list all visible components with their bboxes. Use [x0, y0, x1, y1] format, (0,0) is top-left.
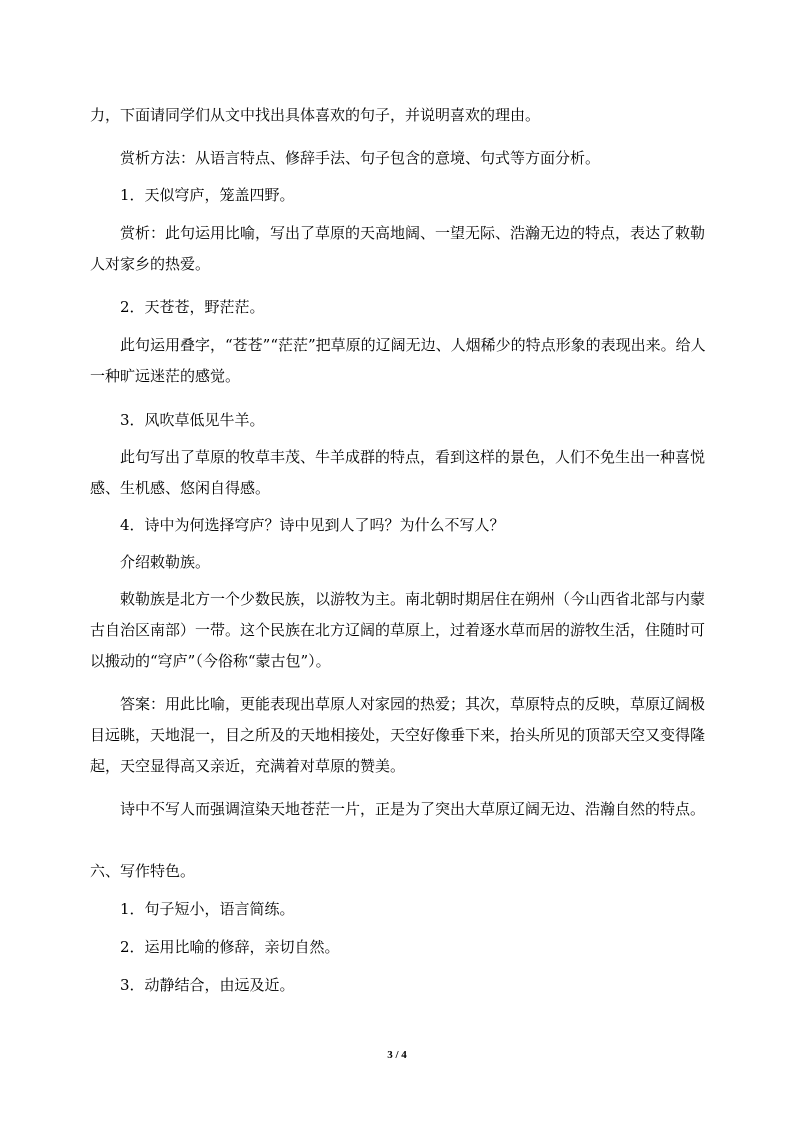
list-item-sentence-1: 1．天似穹庐，笼盖四野。 — [120, 186, 295, 204]
list-item-feature-3: 3．动静结合，由远及近。 — [120, 976, 295, 994]
page-number: 3 / 4 — [387, 1049, 407, 1061]
paragraph-chile-description: 敕勒族是北方一个少数民族，以游牧为主。南北朝时期居住在朔州（今山西省北部与内蒙古自治区南部）一带。这个民族在北方辽阔的草原上，过着逐水草而居的游牧生活，住随时可以搬动的“穹庐”（今俗称“蒙古包”）。 — [90, 590, 706, 670]
paragraph-analysis-2: 此句运用叠字，“苍苍”“茫茫”把草原的辽阔无边、人烟稀少的特点形象的表现出来。给人一种旷远迷茫的感觉。 — [90, 336, 706, 385]
list-item-feature-1: 1．句子短小，语言简练。 — [120, 900, 295, 918]
paragraph-intro-continued: 力，下面请同学们从文中找出具体喜欢的句子，并说明喜欢的理由。 — [90, 106, 541, 124]
list-item-question-4: 4．诗中为何选择穹庐？诗中见到人了吗？为什么不写人？ — [120, 516, 505, 534]
paragraph-analysis-3: 此句写出了草原的牧草丰茂、牛羊成群的特点，看到这样的景色，人们不免生出一种喜悦感、生机感、悠闲自得感。 — [90, 448, 706, 497]
paragraph-analysis-method: 赏析方法：从语言特点、修辞手法、句子包含的意境、句式等方面分析。 — [120, 149, 601, 167]
paragraph-analysis-1: 赏析：此句运用比喻，写出了草原的天高地阔、一望无际、浩瀚无边的特点，表达了敕勒人对家乡的热爱。 — [90, 224, 706, 273]
list-item-feature-2: 2．运用比喻的修辞，亲切自然。 — [120, 938, 340, 956]
section-heading-writing-features: 六、写作特色。 — [90, 862, 196, 880]
list-item-sentence-2: 2．天苍苍，野茫茫。 — [120, 298, 265, 316]
paragraph-answer: 答案：用此比喻，更能表现出草原人对家园的热爱；其次，草原特点的反映，草原辽阔极目远眺，天地混一，目之所及的天地相接处，天空好像垂下来，抬头所见的顶部天空又变得隆起，天空显得高又亲近，充满着对草原的赞美。 — [90, 695, 706, 775]
list-item-sentence-3: 3．风吹草低见牛羊。 — [120, 411, 265, 429]
paragraph-intro-chile: 介绍敕勒族。 — [120, 553, 211, 571]
paragraph-no-people: 诗中不写人而强调渲染天地苍茫一片，正是为了突出大草原辽阔无边、浩瀚自然的特点。 — [120, 800, 706, 818]
